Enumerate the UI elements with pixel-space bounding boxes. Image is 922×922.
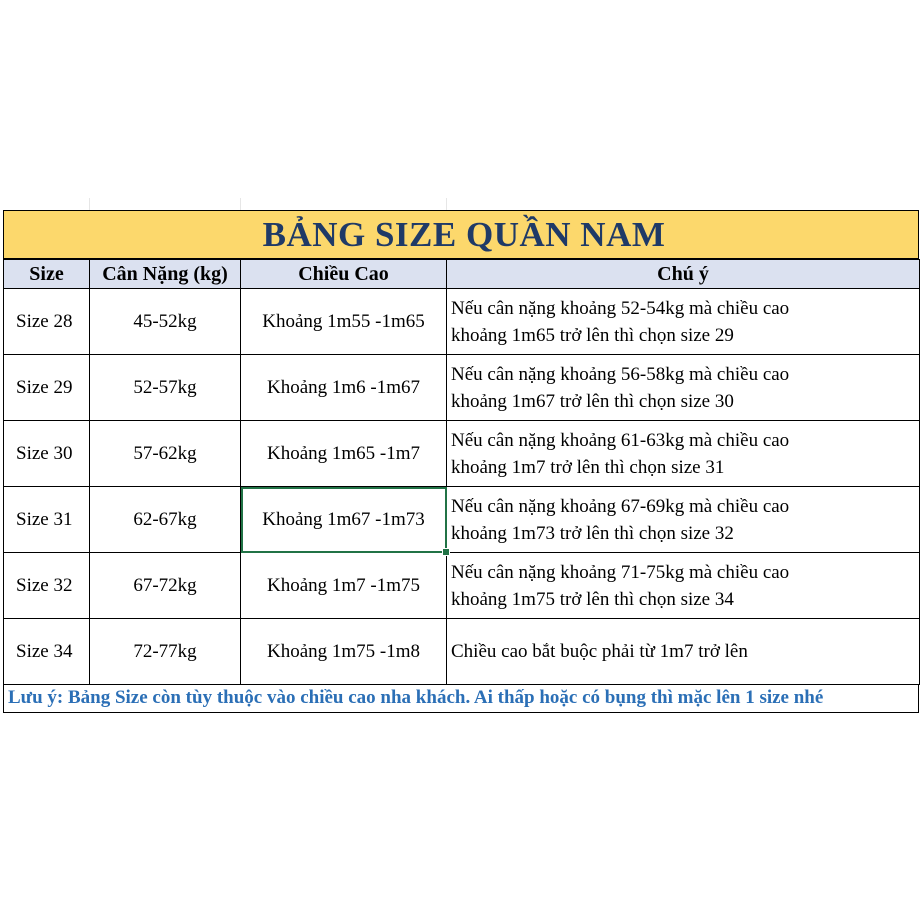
table-row (4, 487, 920, 553)
note-line: khoảng 1m7 trở lên thì chọn size 31 (451, 456, 725, 478)
gridline (446, 198, 447, 210)
fill-handle[interactable] (442, 548, 450, 556)
size-cell[interactable]: Size 28 (4, 289, 90, 355)
size-cell[interactable]: Size 29 (4, 355, 90, 421)
note-line: Nếu cân nặng khoảng 56-58kg mà chiều cao (451, 363, 790, 385)
height-cell[interactable]: Khoảng 1m6 -1m67 (241, 355, 447, 421)
footer-note[interactable]: Lưu ý: Bảng Size còn tùy thuộc vào chiều cao nha khách. Ai thấp hoặc có bụng thì mặc lên 1 size nhé (3, 684, 919, 713)
size-cell[interactable]: Size 34 (4, 619, 90, 685)
note-line: khoảng 1m73 trở lên thì chọn size 32 (451, 522, 734, 544)
header-size[interactable]: Size (4, 260, 90, 289)
header-height[interactable]: Chiều Cao (241, 260, 447, 289)
note-line: Nếu cân nặng khoảng 67-69kg mà chiều cao (451, 495, 790, 517)
note-line: Nếu cân nặng khoảng 61-63kg mà chiều cao (451, 429, 790, 451)
header-note[interactable]: Chú ý (447, 260, 920, 289)
height-cell[interactable]: Khoảng 1m75 -1m8 (241, 619, 447, 685)
header-row (4, 260, 920, 289)
gridline (240, 198, 241, 210)
weight-cell[interactable]: 72-77kg (90, 619, 241, 685)
table-row (4, 619, 920, 685)
height-cell[interactable]: Khoảng 1m55 -1m65 (241, 289, 447, 355)
note-line: khoảng 1m75 trở lên thì chọn size 34 (451, 588, 734, 610)
page-title: BẢNG SIZE QUẦN NAM (262, 215, 666, 254)
size-cell[interactable]: Size 32 (4, 553, 90, 619)
table-row (4, 553, 920, 619)
note-cell[interactable] (447, 487, 920, 553)
note-line: Nếu cân nặng khoảng 52-54kg mà chiều cao (451, 297, 790, 319)
size-cell[interactable]: Size 31 (4, 487, 90, 553)
note-line: Nếu cân nặng khoảng 71-75kg mà chiều cao (451, 561, 790, 583)
height-value: Khoảng 1m67 -1m73 (262, 509, 425, 530)
weight-cell[interactable]: 62-67kg (90, 487, 241, 553)
height-cell-selected[interactable] (241, 487, 447, 553)
gridline (89, 198, 90, 210)
title-cell[interactable] (3, 210, 919, 259)
note-line: Chiều cao bắt buộc phải từ 1m7 trở lên (451, 641, 748, 662)
note-line: khoảng 1m67 trở lên thì chọn size 30 (451, 390, 734, 412)
note-cell[interactable] (447, 553, 920, 619)
size-table (3, 259, 920, 685)
note-cell[interactable] (447, 619, 920, 685)
header-weight[interactable]: Cân Nặng (kg) (90, 260, 241, 289)
table-row (4, 355, 920, 421)
table-row (4, 289, 920, 355)
size-cell[interactable]: Size 30 (4, 421, 90, 487)
table-row (4, 421, 920, 487)
weight-cell[interactable]: 52-57kg (90, 355, 241, 421)
height-cell[interactable]: Khoảng 1m65 -1m7 (241, 421, 447, 487)
weight-cell[interactable]: 57-62kg (90, 421, 241, 487)
height-cell[interactable]: Khoảng 1m7 -1m75 (241, 553, 447, 619)
note-line: khoảng 1m65 trở lên thì chọn size 29 (451, 324, 734, 346)
note-cell[interactable] (447, 421, 920, 487)
weight-cell[interactable]: 45-52kg (90, 289, 241, 355)
size-chart-sheet (3, 210, 919, 713)
weight-cell[interactable]: 67-72kg (90, 553, 241, 619)
note-cell[interactable] (447, 355, 920, 421)
note-cell[interactable] (447, 289, 920, 355)
